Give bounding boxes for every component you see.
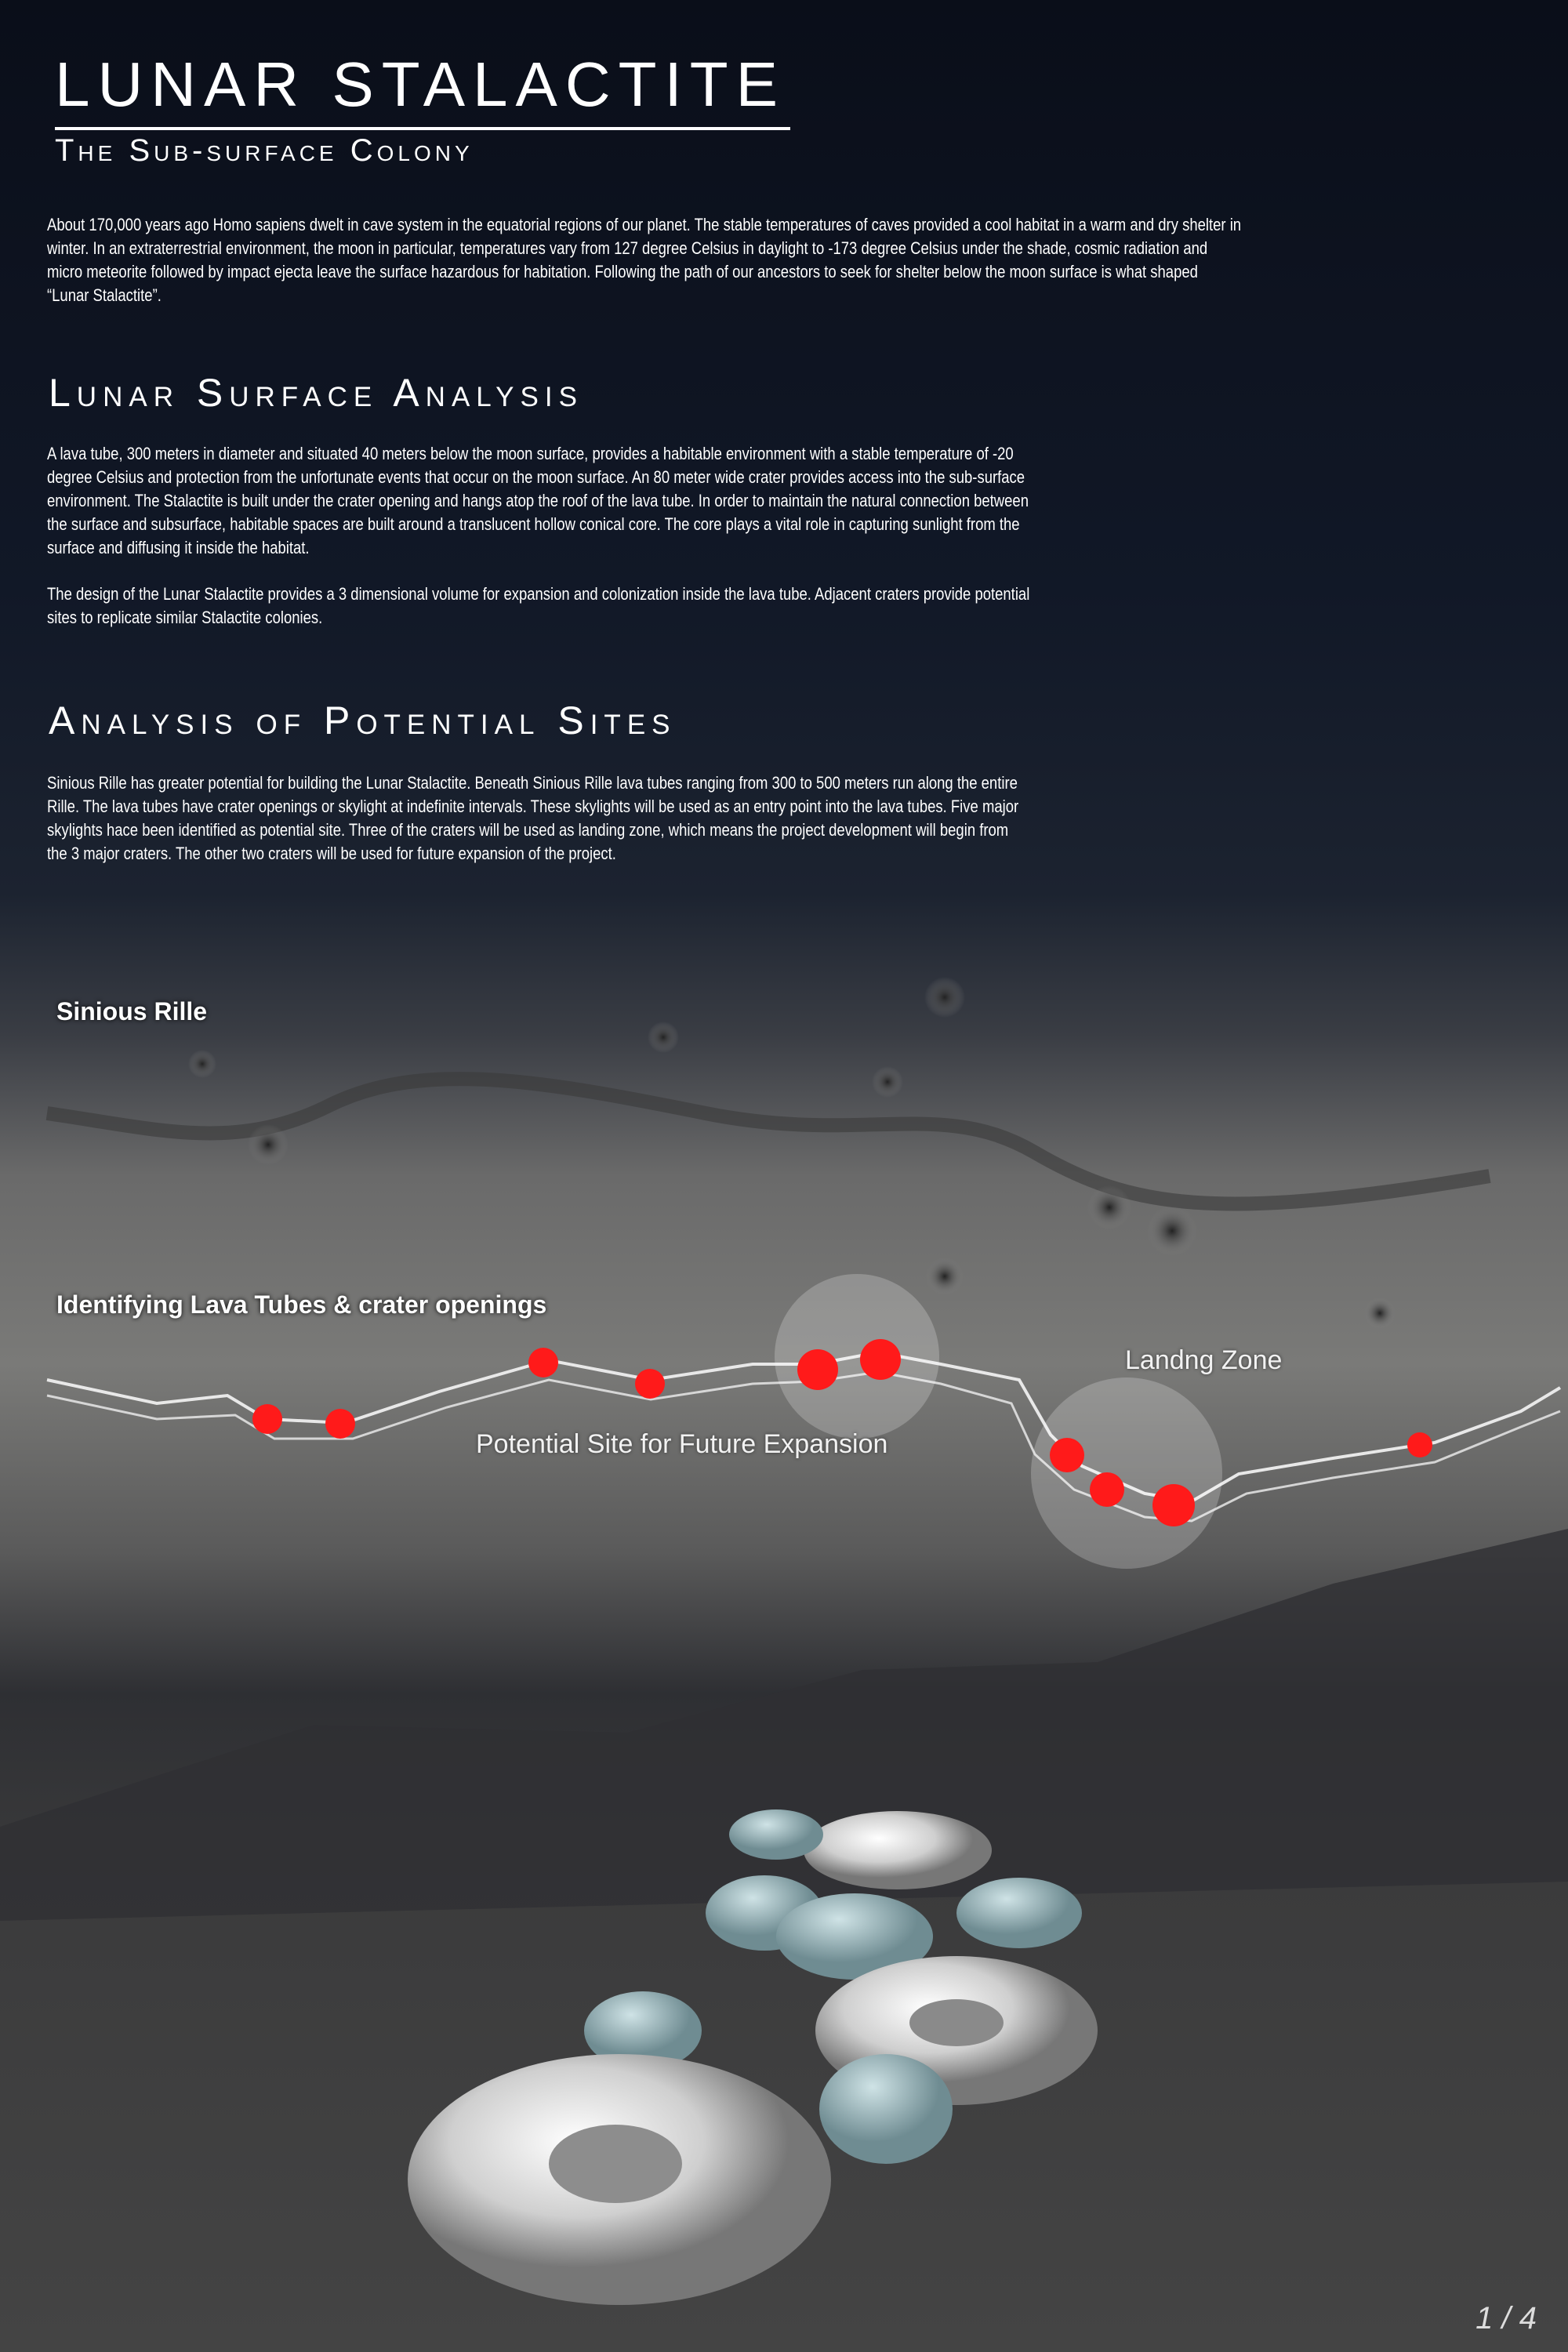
crater-marker — [528, 1348, 558, 1377]
crater-marker — [1050, 1438, 1084, 1472]
crater-marker — [1090, 1472, 1124, 1507]
text-line: micro meteorite followed by impact ejecta leave the surface hazardous for habitation. Following the path of our ancestors to seek for shelter below the moon surface is what shaped — [47, 262, 1198, 281]
rille-label: Sinious Rille — [56, 997, 208, 1025]
section-heading-sites: Analysis of Potential Sites — [49, 699, 677, 742]
crater-marker — [797, 1349, 838, 1390]
text-line: A lava tube, 300 meters in diameter and situated 40 meters below the moon surface, provides a habitable environment with a stable temperature of -20 — [47, 444, 1014, 463]
page-number: 1 / 4 — [1475, 2301, 1537, 2336]
text-line: the 3 major craters. The other two craters will be used for future expansion of the project. — [47, 844, 616, 863]
text-line: About 170,000 years ago Homo sapiens dwelt in cave system in the equatorial regions of our planet. The stable temperatures of caves provided a cool habitat in a warm and dry shelter in — [47, 215, 1242, 234]
crater-marker — [1407, 1432, 1432, 1457]
landing-zone-circle — [1031, 1377, 1222, 1569]
crater-marker — [252, 1404, 282, 1434]
text-line: The design of the Lunar Stalactite provides a 3 dimensional volume for expansion and colonization inside the lava tube. Adjacent craters provide potential — [47, 584, 1030, 604]
mountain-ridge — [0, 1529, 1568, 1921]
text-line: the surface and subsurface, habitable spaces are built around a translucent hollow conical core. The core plays a vital role in capturing sunlight from the — [47, 514, 1020, 534]
text-line: surface and diffusing it inside the habitat. — [47, 538, 310, 557]
craters — [188, 977, 1396, 1329]
text-line: sites to replicate similar Stalactite colonies. — [47, 608, 323, 627]
page-subtitle: The Sub-surface Colony — [55, 133, 474, 168]
text-line: Sinious Rille has greater potential for building the Lunar Stalactite. Beneath Sinious Rille lava tubes ranging from 300 to 500 meters run along the entire — [47, 773, 1018, 793]
text-line: degree Celsius and protection from the unfortunate events that occur on the moon surface. An 80 meter wide crater provides access into the sub-surface — [47, 467, 1025, 487]
text-line: environment. The Stalactite is built under the crater opening and hangs atop the roof of the lava tube. In order to maintain the natural connection between — [47, 491, 1029, 510]
landing-zone-label: Landng Zone — [1125, 1345, 1283, 1375]
crater-marker — [1152, 1484, 1195, 1526]
expansion-zone-circle — [775, 1274, 939, 1439]
text-line: “Lunar Stalactite”. — [47, 285, 162, 305]
text-line: skylights hace been identified as potential site. Three of the craters will be used as landing zone, which means the project development will begin from — [47, 820, 1009, 840]
page-title: LUNAR STALACTITE — [55, 49, 790, 130]
expansion-site-label: Potential Site for Future Expansion — [476, 1429, 888, 1459]
lava-tubes-label: Identifying Lava Tubes & crater openings — [56, 1290, 547, 1319]
text-line: winter. In an extraterrestrial environment, the moon in particular, temperatures vary from 127 degree Celsius in daylight to -173 degree Celsius under the shade, cosmic radiation and — [47, 238, 1208, 258]
crater-marker — [860, 1339, 901, 1380]
crater-marker — [325, 1409, 355, 1439]
section-heading-surface: Lunar Surface Analysis — [49, 371, 583, 415]
crater-marker — [635, 1369, 665, 1399]
text-line: Rille. The lava tubes have crater openings or skylight at indefinite intervals. These skylights will be used as an entry point into the lava tubes. Five major — [47, 797, 1019, 816]
